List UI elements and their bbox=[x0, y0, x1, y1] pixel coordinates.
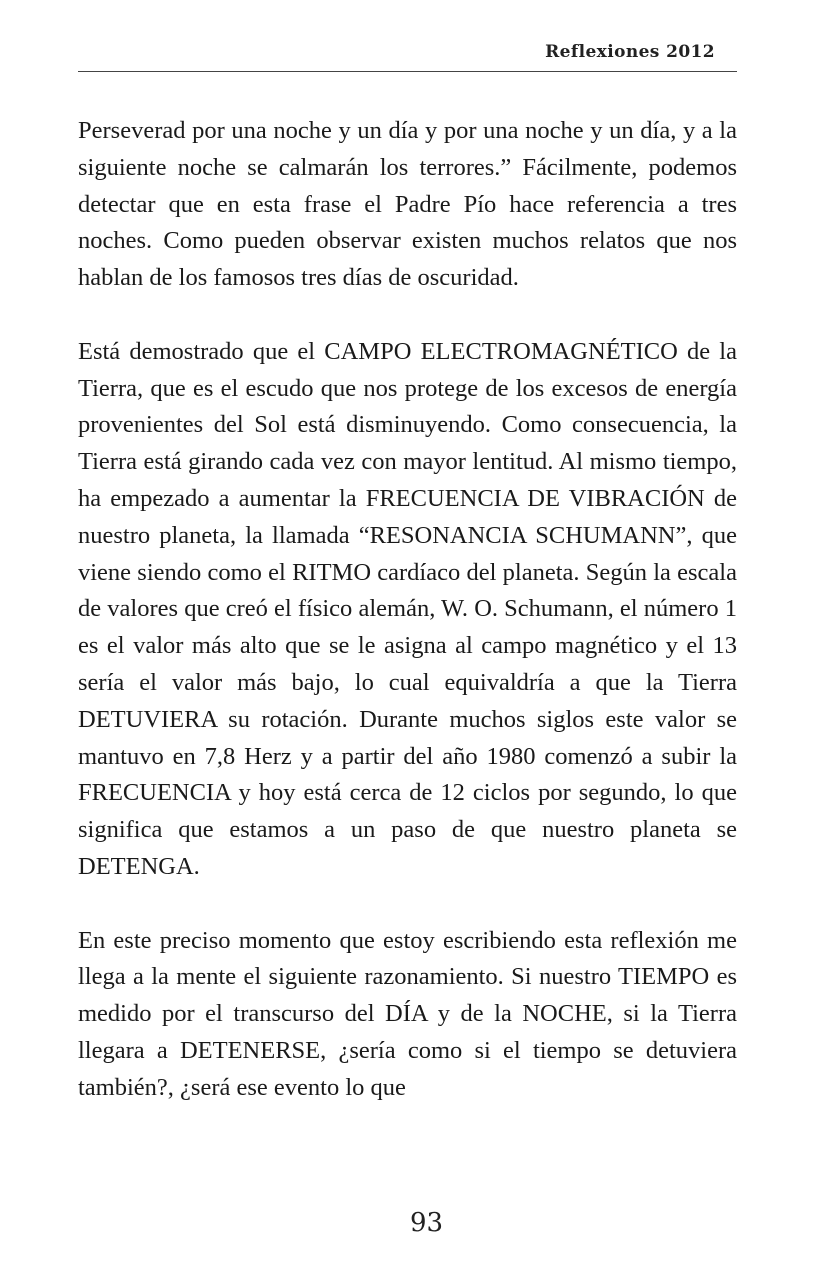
paragraph-3: En este preciso momento que estoy escribiendo esta reflexión me llega a la mente el siguiente razonamiento. Si nuestro TIEMPO es medido por el transcurso del DÍA y de la NOCHE, si la Tierra llegara a DETENERSE, ¿sería como si el tiempo se detuviera también?, ¿será ese evento lo que bbox=[78, 926, 737, 1101]
paragraph-1: Perseverad por una noche y un día y por una noche y un día, y a la siguiente noche se calmarán los terrores.” Fácilmente, podemos detectar que en esta frase el Padre Pío hace referencia a tres noches. Como pueden observar existen muchos relatos que nos hablan de los famosos tres días de oscuridad. bbox=[78, 117, 737, 292]
page-number: 93 bbox=[409, 1208, 444, 1238]
paragraph-2: Está demostrado que el CAMPO ELECTROMAGNÉTICO de la Tierra, que es el escudo que nos protege de los excesos de energía provenientes del Sol está disminuyendo. Como consecuencia, la Tierra está girando cada vez con mayor lentitud. Al mismo tiempo, ha empezado a aumentar la FRECUENCIA DE VIBRACIÓN de nuestro planeta, la llamada “RESONANCIA SCHUMANN”, que viene siendo como el RITMO cardíaco del planeta. Según la escala de valores que creó el físico alemán, W. O. Schumann, el número 1 es el valor más alto que se le asigna al campo magnético y el 13 sería el valor más bajo, lo cual equivaldría a que la Tierra DETUVIERA su rotación. Durante muchos siglos este valor se mantuvo en 7,8 Herz y a partir del año 1980 comenzó a subir la FRECUENCIA y hoy está cerca de 12 ciclos por segundo, lo que significa que estamos a un paso de que nuestro planeta se DETENGA. bbox=[78, 337, 737, 880]
body-text bbox=[78, 113, 737, 1107]
header-divider bbox=[78, 71, 737, 72]
running-header-title: Reflexiones 2012 bbox=[545, 42, 715, 62]
